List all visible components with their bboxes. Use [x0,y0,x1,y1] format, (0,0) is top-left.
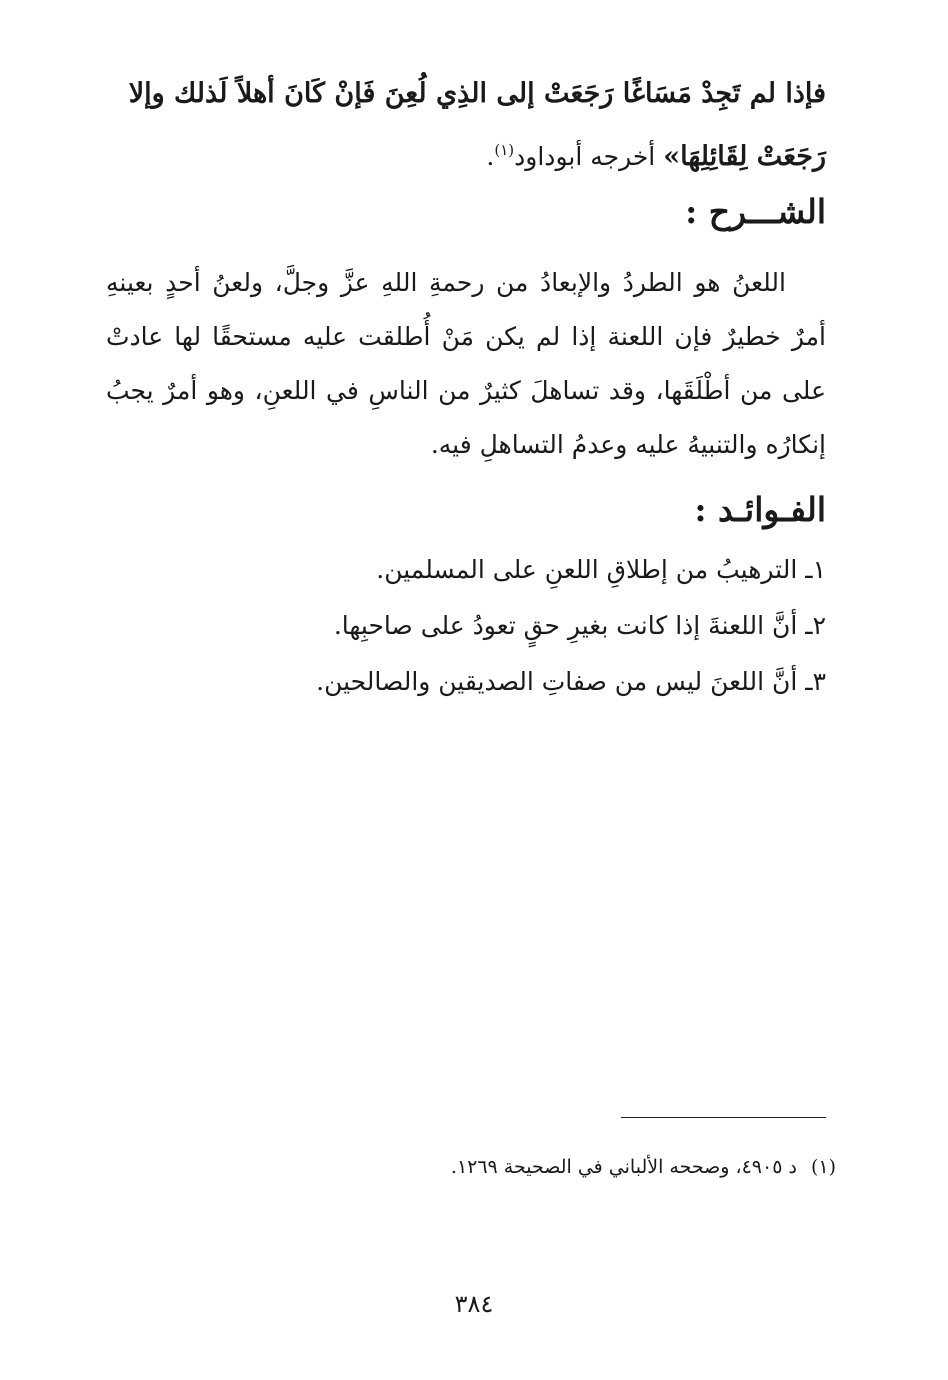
sharh-paragraph-text: اللعنُ هو الطردُ والإبعادُ من رحمةِ اللهِ عزَّ وجلَّ، ولعنُ أحدٍ بعينهِ أمرٌ خطيرٌ فإن اللعنة إذا لم يكن مَنْ أُطلقت عليه مستحقًا لها عادتْ على من أطْلَقَها، وقد تساهلَ كثيرٌ من الناسِ في اللعنِ، وهو أمرٌ يجبُ إنكارُه والتنبيهُ عليه وعدمُ التساهلِ فيه. [106,268,826,459]
hadith-text [126,66,826,185]
hadith-end-period: . [486,142,495,171]
fawaid-heading: الفـوائـد : [694,490,826,529]
hadith-bold-text: فإذا لم تَجِدْ مَسَاغًا رَجَعَتْ إلى الذِي لُعِنَ فَإنْ كَانَ أهلاً لَذلك وإلا رَجَعَتْ لِقَائِلِهَا» [128,78,826,172]
footnote-text: د ٤٩٠٥، وصححه الألباني في الصحيحة ١٢٦٩. [450,1156,797,1178]
footnote-reference[interactable]: (١) [494,141,515,159]
sharh-heading: الشـــرح : [685,192,826,231]
benefit-item: ٢ـ أنَّ اللعنةَ إذا كانت بغيرِ حقٍ تعودُ على صاحبِها. [333,611,826,640]
footnote [116,1152,836,1182]
benefits-list [106,542,826,710]
page-number: ٣٨٤ [454,1290,494,1318]
benefit-item: ١ـ الترهيبُ من إطلاقِ اللعنِ على المسلمين. [376,555,826,584]
footnote-divider [621,1117,826,1118]
benefit-item: ٣ـ أنَّ اللعنَ ليس من صفاتِ الصديقين والصالحين. [316,667,826,696]
sharh-paragraph [106,256,826,472]
footnote-number: (١) [810,1156,836,1178]
hadith-source: أخرجه أبوداود [514,142,664,171]
